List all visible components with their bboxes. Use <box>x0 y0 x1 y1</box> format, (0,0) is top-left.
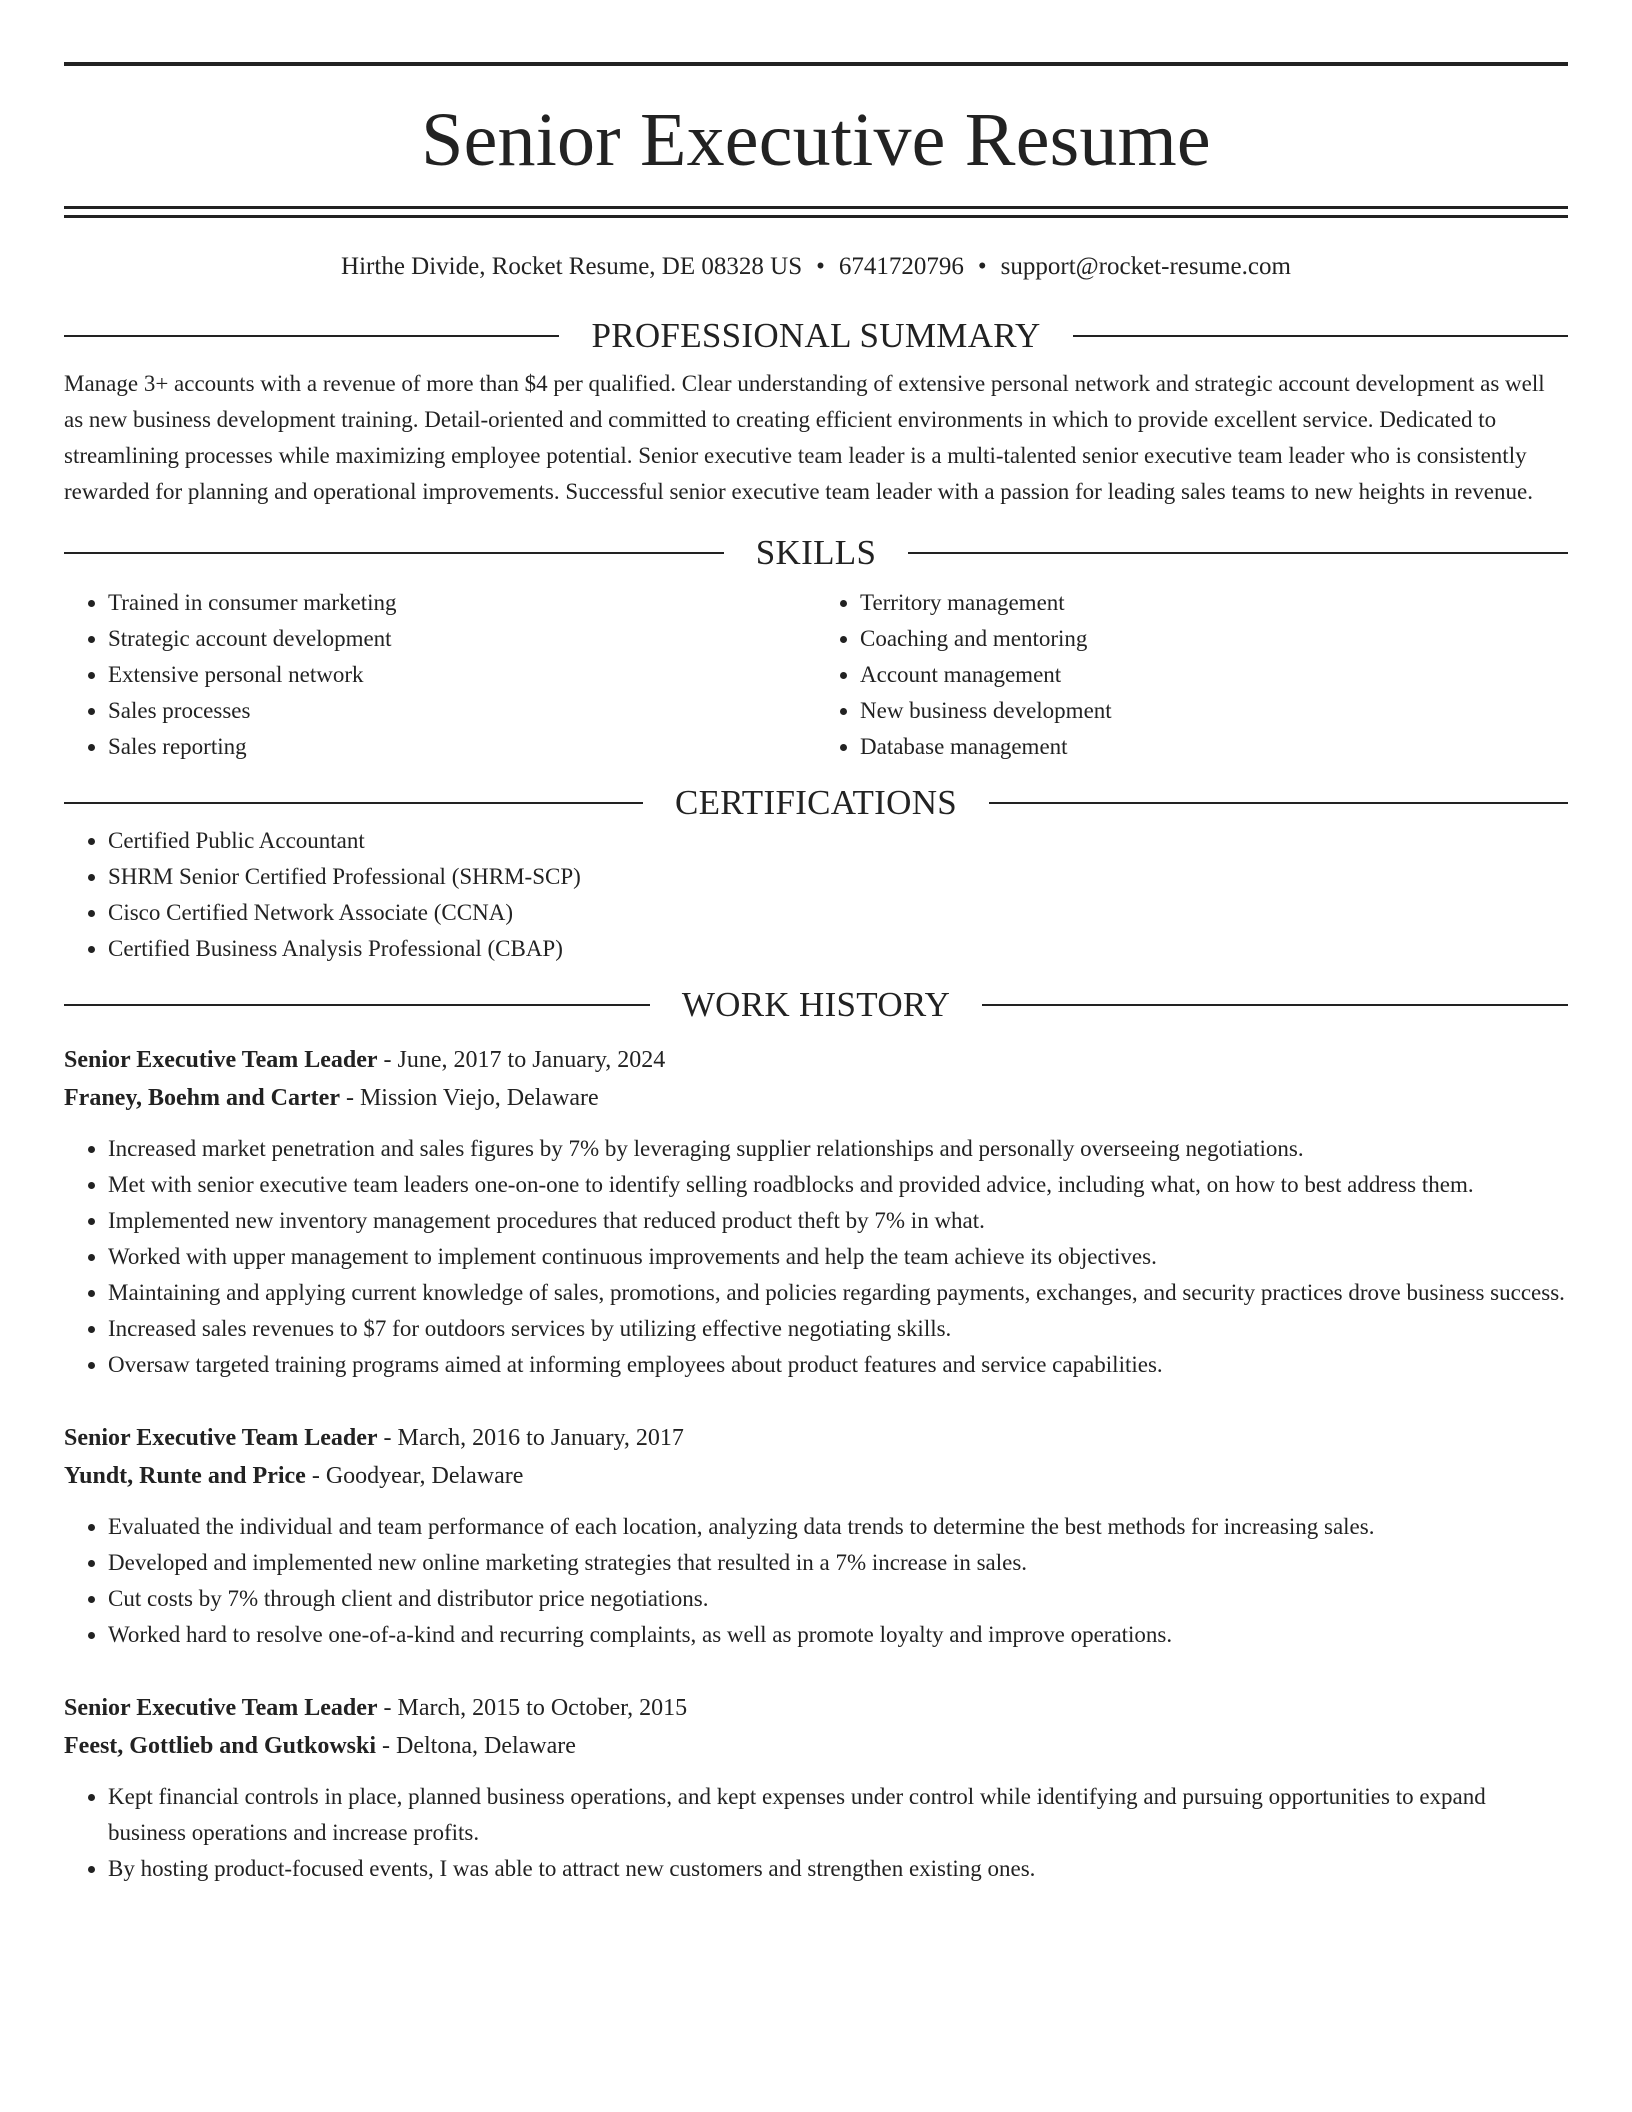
skill-item: • Sales reporting <box>108 729 816 765</box>
job-dates: - June, 2017 to January, 2024 <box>377 1047 666 1073</box>
job-title-line <box>64 1041 1568 1079</box>
job-bullet: • Cut costs by 7% through client and distributor price negotiations. <box>108 1581 1568 1617</box>
certifications-list <box>64 823 1568 967</box>
heading-rule-right <box>908 552 1568 554</box>
job-title: Senior Executive Team Leader <box>64 1047 378 1073</box>
job-bullet: • Developed and implemented new online marketing strategies that resulted in a 7% increase in sales. <box>108 1545 1568 1581</box>
job-bullets <box>64 1131 1568 1383</box>
job-bullet: • Implemented new inventory management procedures that reduced product theft by 7% in what. <box>108 1203 1568 1239</box>
job-title-line <box>64 1419 1568 1457</box>
skills-heading-label: SKILLS <box>755 533 877 572</box>
job-entry <box>64 1689 1568 1887</box>
skill-item: • Sales processes <box>108 693 816 729</box>
job-company: Feest, Gottlieb and Gutkowski <box>64 1733 377 1759</box>
job-title: Senior Executive Team Leader <box>64 1695 378 1721</box>
job-company: Franey, Boehm and Carter <box>64 1085 340 1111</box>
job-bullet: • Kept financial controls in place, planned business operations, and kept expenses under control while identifying and pursuing opportunities to expand business operations and increase profits. <box>108 1779 1568 1851</box>
job-entry <box>64 1041 1568 1383</box>
job-bullet: • Oversaw targeted training programs aimed at informing employees about product features and service capabilities. <box>108 1347 1568 1383</box>
skill-item: • Account management <box>860 657 1568 693</box>
contact-separator: • <box>816 253 825 280</box>
contact-phone: 6741720796 <box>838 253 964 280</box>
work-history-heading-label: WORK HISTORY <box>681 985 951 1024</box>
job-company-line <box>64 1079 1568 1117</box>
job-bullets <box>64 1779 1568 1887</box>
job-title-line <box>64 1689 1568 1727</box>
job-bullet: • Increased market penetration and sales figures by 7% by leveraging supplier relationships and personally overseeing negotiations. <box>108 1131 1568 1167</box>
summary-paragraph: Manage 3+ accounts with a revenue of more than $4 per qualified. Clear understanding of extensive personal network and strategic account development as well as new business development training. Detail-oriented and committed to creating efficient environments in which to provide excellent service. Dedicated to streamlining processes while maximizing employee potential. Senior executive team leader is a multi-talented senior executive team leader who is consistently rewarded for planning and operational improvements. Successful senior executive team leader with a passion for leading sales teams to new heights in revenue. <box>64 371 1545 504</box>
skills-list-right <box>816 585 1568 765</box>
job-company: Yundt, Runte and Price <box>64 1463 306 1489</box>
heading-rule-right <box>1073 335 1568 337</box>
skills-list-left <box>64 585 816 765</box>
job-company-line <box>64 1457 1568 1495</box>
heading-rule-left <box>64 552 724 554</box>
skill-item: • Coaching and mentoring <box>860 621 1568 657</box>
job-location: - Goodyear, Delaware <box>305 1463 524 1489</box>
certification-item: • Certified Business Analysis Professional (CBAP) <box>108 931 1568 967</box>
job-bullet: • Worked hard to resolve one-of-a-kind and recurring complaints, as well as promote loyalty and improve operations. <box>108 1617 1568 1653</box>
skill-item: • Database management <box>860 729 1568 765</box>
job-entry <box>64 1419 1568 1653</box>
job-location: - Deltona, Delaware <box>376 1733 576 1759</box>
contact-separator: • <box>977 253 987 280</box>
contact-email: support@rocket-resume.com <box>1000 253 1291 280</box>
summary-heading-label: PROFESSIONAL SUMMARY <box>591 316 1041 355</box>
job-bullet: • Worked with upper management to implement continuous improvements and help the team achieve its objectives. <box>108 1239 1568 1275</box>
heading-rule-left <box>64 1004 650 1006</box>
summary-section-heading <box>64 316 1568 356</box>
certification-item: • Certified Public Accountant <box>108 823 1568 859</box>
job-bullet: • Increased sales revenues to $7 for outdoors services by utilizing effective negotiating skills. <box>108 1311 1568 1347</box>
job-title: Senior Executive Team Leader <box>64 1425 378 1451</box>
title-double-rule <box>64 206 1568 218</box>
job-bullet: • Met with senior executive team leaders one-on-one to identify selling roadblocks and provided advice, including what, on how to best address them. <box>108 1167 1568 1203</box>
job-bullet: • By hosting product-focused events, I was able to attract new customers and strengthen existing ones. <box>108 1851 1568 1887</box>
heading-rule-left <box>64 802 643 804</box>
heading-rule-right <box>982 1004 1568 1006</box>
skill-item: • Territory management <box>860 585 1568 621</box>
job-company-line <box>64 1727 1568 1765</box>
job-bullets <box>64 1509 1568 1653</box>
certification-item: • Cisco Certified Network Associate (CCNA) <box>108 895 1568 931</box>
heading-rule-right <box>989 802 1568 804</box>
work-history-section-heading <box>64 985 1568 1025</box>
skills-columns <box>64 585 1568 765</box>
job-dates: - March, 2015 to October, 2015 <box>377 1695 688 1721</box>
contact-line <box>64 252 1568 282</box>
certifications-heading-label: CERTIFICATIONS <box>674 783 958 822</box>
certification-item: • SHRM Senior Certified Professional (SHRM-SCP) <box>108 859 1568 895</box>
skill-item: • Extensive personal network <box>108 657 816 693</box>
heading-rule-left <box>64 335 559 337</box>
skill-item: • Strategic account development <box>108 621 816 657</box>
contact-address: Hirthe Divide, Rocket Resume, DE 08328 US <box>341 253 803 280</box>
job-bullet: • Evaluated the individual and team performance of each location, analyzing data trends to determine the best methods for increasing sales. <box>108 1509 1568 1545</box>
skills-section-heading <box>64 533 1568 573</box>
skill-item: • Trained in consumer marketing <box>108 585 816 621</box>
top-rule <box>64 62 1568 66</box>
job-bullet: • Maintaining and applying current knowledge of sales, promotions, and policies regarding payments, exchanges, and security practices drove business success. <box>108 1275 1568 1311</box>
job-dates: - March, 2016 to January, 2017 <box>377 1425 684 1451</box>
job-location: - Mission Viejo, Delaware <box>339 1085 599 1111</box>
skill-item: • New business development <box>860 693 1568 729</box>
certifications-section-heading <box>64 783 1568 823</box>
resume-title: Senior Executive Resume <box>421 98 1211 182</box>
